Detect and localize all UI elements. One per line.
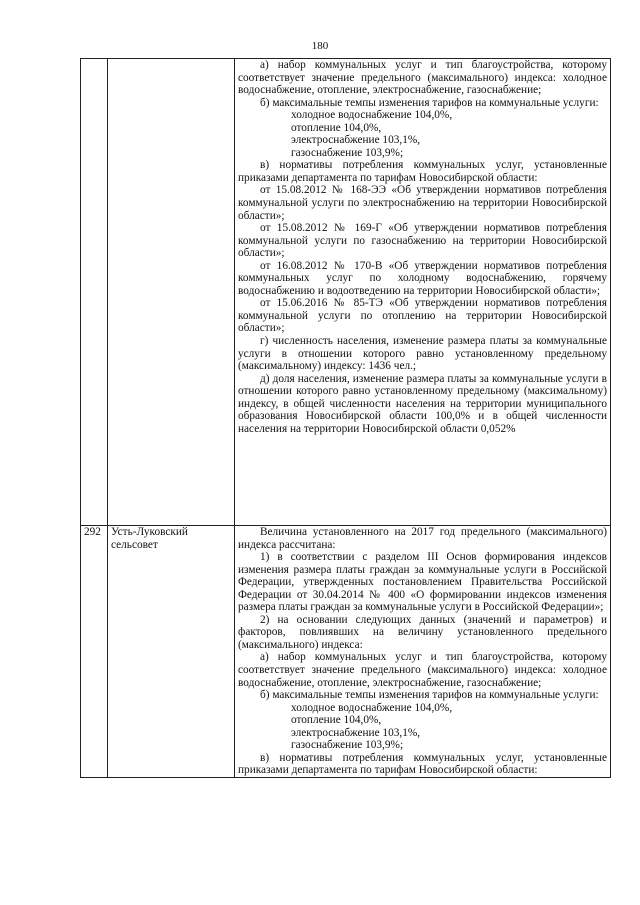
municipality-name-cell xyxy=(108,59,235,526)
paragraph: а) набор коммунальных услуг и тип благоустройства, которому соответствует значение предельного (максимального) индекса: холодное водоснабжение, отопление, электроснабжение, газоснабжение; xyxy=(238,651,607,689)
description-cell xyxy=(235,526,611,778)
paragraph: б) максимальные темпы изменения тарифов на коммунальные услуги: xyxy=(260,689,599,702)
paragraph: 1) в соответствии с разделом III Основ формирования индексов изменения размера платы граждан за коммунальные услуги в Российской Федерации, утвержденных постановлением Правительства Российской Федерации от 30.04.2014 № 400 «О формировании индексов изменения размера платы граждан за коммунальные услуги в Российской Федерации»; xyxy=(238,551,607,614)
paragraph: газоснабжение 103,9%; xyxy=(291,146,404,159)
paragraph: отопление 104,0%, xyxy=(291,121,382,134)
paragraph: а) набор коммунальных услуг и тип благоустройства, которому соответствует значение предельного (максимального) индекса: холодное водоснабжение, отопление, электроснабжение, газоснабжение; xyxy=(238,59,607,97)
table-row xyxy=(81,526,611,778)
paragraph: г) численность населения, изменение размера платы за коммунальные услуги в отношении которого равно установленному предельному (максимальному) индексу: 1436 чел.; xyxy=(238,335,607,373)
paragraph: Величина установленного на 2017 год предельного (максимального) индекса рассчитана: xyxy=(238,526,607,551)
paragraph: от 16.08.2012 № 170-В «Об утверждении нормативов потребления коммунальных услуг по холодному водоснабжению, горячему водоснабжению и водоотведению на территории Новосибирской области»; xyxy=(238,259,607,297)
paragraph: д) доля населения, изменение размера платы за коммунальные услуги в отношении которого равно установленному предельному (максимальному) индексу, в общей численности населения на территории муниципального образования Новосибирской области 100,0% и в общей численности населения на территории Новосибирской области 0,052% xyxy=(238,372,607,435)
paragraph: от 15.06.2016 № 85-ТЭ «Об утверждении нормативов потребления коммунальной услуги по отоплению на территории Новосибирской области»; xyxy=(238,297,607,335)
paragraph: от 15.08.2012 № 168-ЭЭ «Об утверждении нормативов потребления коммунальной услуги по электроснабжению на территории Новосибирской области»; xyxy=(238,184,607,222)
paragraph: газоснабжение 103,9%; xyxy=(291,739,404,752)
paragraph: б) максимальные темпы изменения тарифов на коммунальные услуги: xyxy=(260,96,599,109)
paragraph: в) нормативы потребления коммунальных услуг, установленные приказами департамента по тарифам Новосибирской области: xyxy=(238,159,607,184)
paragraph: от 15.08.2012 № 169-Г «Об утверждении нормативов потребления коммунальной услуги по газоснабжению на территории Новосибирской области»; xyxy=(238,222,607,260)
paragraph: электроснабжение 103,1%, xyxy=(291,134,421,147)
description-cell xyxy=(235,59,611,526)
paragraph: в) нормативы потребления коммунальных услуг, установленные приказами департамента по тарифам Новосибирской области: xyxy=(238,751,607,777)
paragraph: холодное водоснабжение 104,0%, xyxy=(291,109,453,122)
page-number: 180 xyxy=(311,40,329,52)
table-row xyxy=(81,59,611,526)
row-number-cell: 292 xyxy=(81,526,108,778)
paragraph: 2) на основании следующих данных (значений и параметров) и факторов, повлиявших на величину установленного предельного (максимального) индекса: xyxy=(238,613,607,651)
row-number-cell xyxy=(81,59,108,526)
municipality-name-cell: Усть-Луковский сельсовет xyxy=(108,526,235,778)
paragraph: холодное водоснабжение 104,0%, xyxy=(291,701,453,714)
document-table xyxy=(80,58,611,778)
paragraph: электроснабжение 103,1%, xyxy=(291,726,421,739)
paragraph: отопление 104,0%, xyxy=(291,714,382,727)
